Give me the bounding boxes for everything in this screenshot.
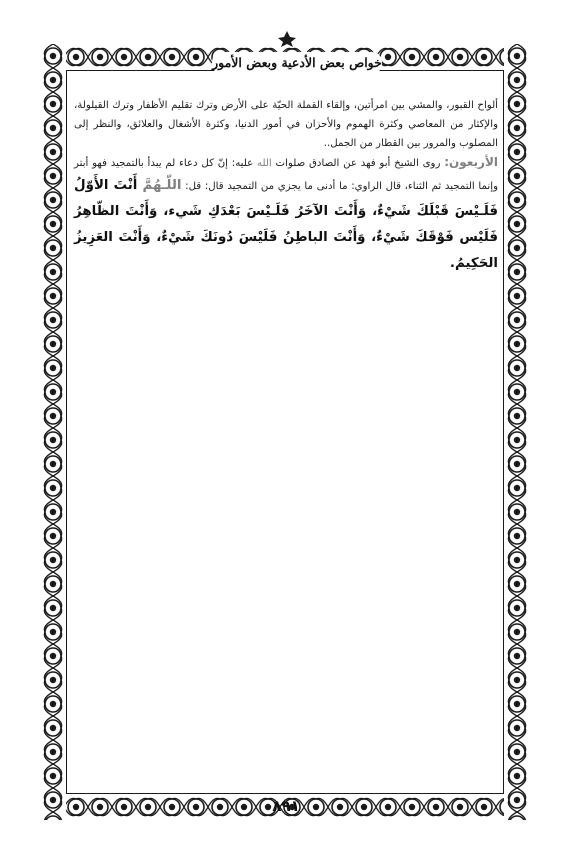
ornament-border-left (40, 44, 66, 820)
body-text (74, 96, 498, 277)
supplication-text: أَنْتَ الأَوّلُ فَلَـيْسَ قَبْلَكَ شَيْءٌ، وَأَنْتَ الآخَرُ فَلَـيْسَ بَعْدَكِ شَيء، وَأَنْتَ الظّاهِرُ فَلَيْس فَوْقَكَ شَيْءٌ، وَأَنْتَ الباطِنُ فَلَيْسَ دُونَكَ شَيْءٌ، وَأَنْتَ العَزِيزُ الحَكِيمُ. (74, 178, 498, 271)
divine-name: الله (256, 158, 272, 169)
supplication-opening: اللّـهُمَّ (142, 178, 182, 193)
paragraph-2 (74, 153, 498, 277)
running-title: خواص بعض الأدعية وبعض الأمور (212, 52, 382, 74)
crest-ornament-icon (272, 30, 302, 48)
section-lead-word: الأربعون: (444, 155, 498, 169)
paragraph-1: ألواح القبور، والمشي بين امرأتين، وإلقاء القملة الحيّة على الأرض وترك تقليم الأظفار وترك القيلولة، والإكثار من المعاصي وكثرة الهموم والأحزان في أمور الدنيا، وكثرة الأشغال والعلائق، والنظر إلى المصلوب والمرور بين القطار من الجمل.. (74, 100, 498, 149)
ornament-border-right (504, 44, 530, 820)
paragraph-2-text-a: روى الشيخ أبو فهد عن الصادق صلوات (271, 158, 445, 169)
page-number: ٨٩١ (272, 797, 300, 815)
paragraph-2-text-b: عليه: إنّ كل دعاء لم يبدأ بالتمجيد فهو أبتر وإنما التمجيد ثم الثناء، قال الراوي: ما أدنى ما يجزي من التمجيد قال: قل: (74, 158, 498, 192)
